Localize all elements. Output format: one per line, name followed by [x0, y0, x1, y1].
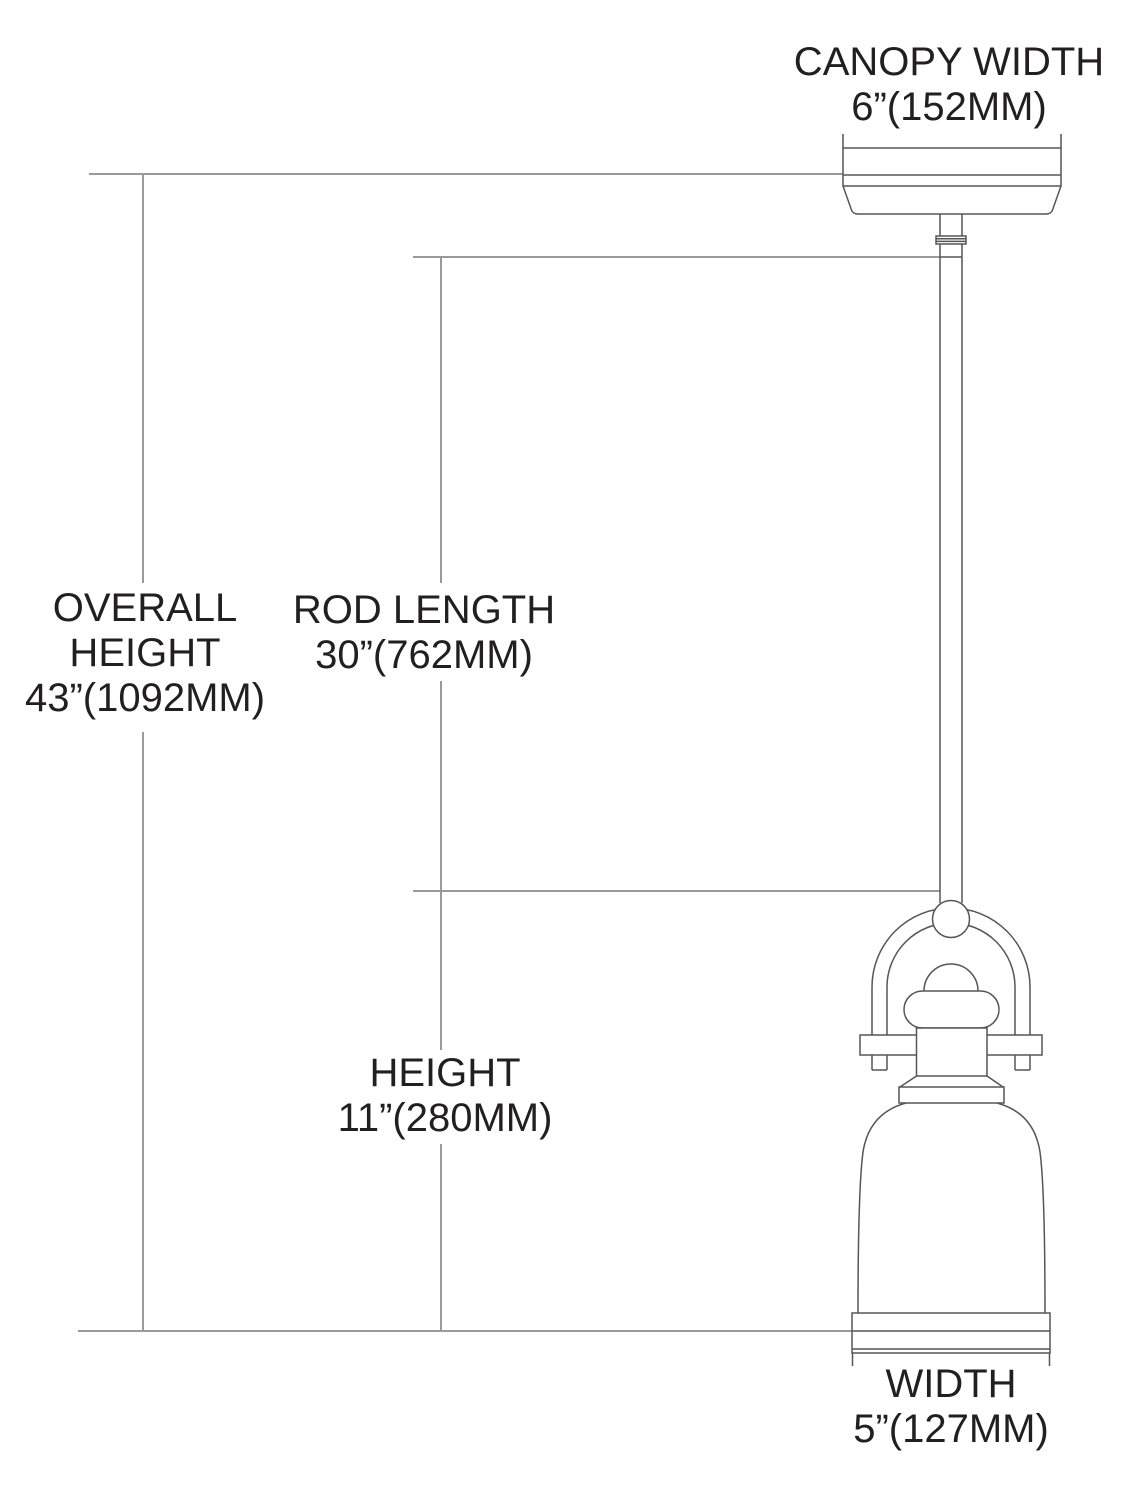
socket-dome [924, 964, 978, 991]
dimension-lines [78, 174, 940, 1331]
rod-length-value: 30”(762MM) [315, 633, 533, 677]
width-value: 5”(127MM) [853, 1407, 1049, 1451]
rod-length-label [293, 588, 555, 678]
canopy-width-ticks [843, 134, 1061, 148]
shade-fitter-band [899, 1087, 1004, 1103]
neck-flare [900, 1076, 1003, 1087]
bell-shade [852, 1103, 1050, 1353]
rod-length-title: ROD LENGTH [292, 588, 556, 632]
pendant-fixture-drawing [843, 134, 1061, 1366]
width-label [853, 1362, 1049, 1452]
overall-height-title-line1: OVERALL [52, 586, 238, 630]
canopy-outline [843, 148, 1061, 214]
canopy-width-label [794, 40, 1104, 130]
socket-neck [917, 1028, 988, 1076]
overall-height-title-line2: HEIGHT [69, 631, 221, 675]
height-title: HEIGHT [369, 1051, 521, 1095]
height-value: 11”(280MM) [337, 1096, 553, 1140]
ball-joint [933, 901, 970, 938]
socket-cover [904, 991, 999, 1028]
canopy-width-title: CANOPY WIDTH [793, 40, 1105, 84]
hang-rod [936, 214, 966, 903]
width-title: WIDTH [885, 1362, 1017, 1406]
overall-height-label [25, 586, 265, 721]
height-label [338, 1051, 553, 1141]
overall-height-value: 43”(1092MM) [24, 676, 266, 720]
canopy-width-value: 6”(152MM) [851, 85, 1047, 129]
shade-rim [852, 1313, 1050, 1353]
